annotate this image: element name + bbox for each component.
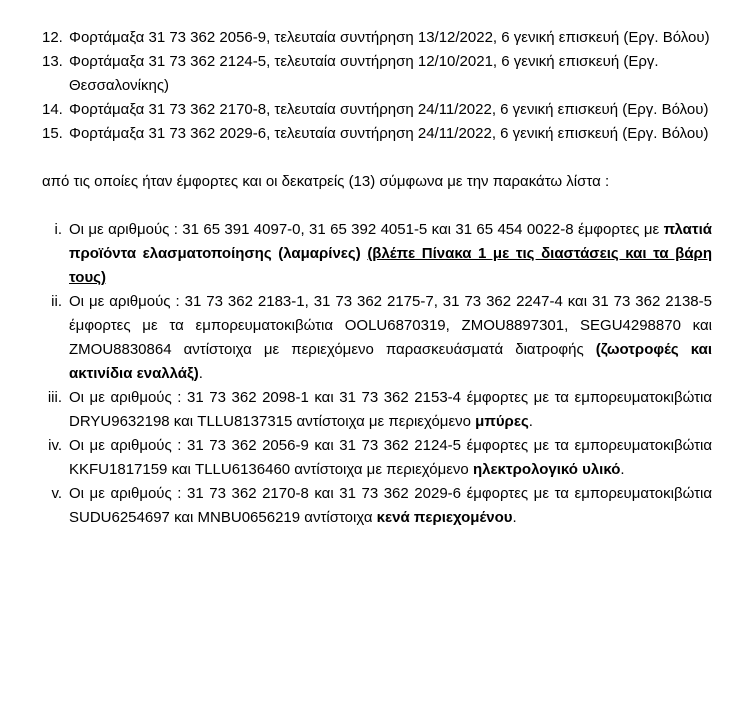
list-item-number: 12. <box>42 29 63 46</box>
list-item <box>42 434 712 482</box>
list-item <box>42 290 712 386</box>
list-item-text: Οι με αριθμούς : 31 73 362 2183-1, 31 73 362 2175-7, 31 73 362 2247-4 και 31 73 362 2138-5 έμφορτες με τα εμπορευματοκιβώτια OOLU6870319, ZMOU8897301, SEGU4298870 και ZMOU8830864 αντίστοιχα με περιεχόμενο παρασκευάσματά διατροφής (ζωοτροφές και ακτινίδια εναλλάξ). <box>69 293 712 382</box>
list-item <box>42 482 712 530</box>
list-item-number: i. <box>54 221 62 238</box>
list-item <box>42 218 712 290</box>
list-item <box>42 122 712 146</box>
list-item-number: ii. <box>51 293 62 310</box>
list-item-text: Οι με αριθμούς : 31 73 362 2098-1 και 31 73 362 2153-4 έμφορτες με τα εμπορευματοκιβώτια DRYU9632198 και TLLU8137315 αντίστοιχα με περιεχόμενο μπύρες. <box>69 389 712 430</box>
cargo-contents-list <box>42 218 712 530</box>
list-item-text: Φορτάμαξα 31 73 362 2056-9, τελευταία συντήρηση 13/12/2022, 6 γενική επισκευή (Εργ. Βόλου) <box>69 29 710 46</box>
list-item <box>42 26 712 50</box>
list-item-number: 15. <box>42 125 63 142</box>
list-item-number: 14. <box>42 101 63 118</box>
list-item-text: Οι με αριθμούς : 31 65 391 4097-0, 31 65 392 4051-5 και 31 65 454 0022-8 έμφορτες με πλατιά προϊόντα ελασματοποίησης (λαμαρίνες) (βλέπε Πίνακα 1 με τις διαστάσεις και τα βάρη τους) <box>69 221 712 286</box>
list-item-text: Φορτάμαξα 31 73 362 2170-8, τελευταία συντήρηση 24/11/2022, 6 γενική επισκευή (Εργ. Βόλου) <box>69 101 709 118</box>
list-item-number: iii. <box>47 389 62 406</box>
list-item <box>42 386 712 434</box>
list-item-text: Οι με αριθμούς : 31 73 362 2170-8 και 31 73 362 2029-6 έμφορτες με τα εμπορευματοκιβώτια SUDU6254697 και MNBU0656219 αντίστοιχα κενά περιεχομένου. <box>69 485 712 526</box>
list-item-number: iv. <box>48 437 62 454</box>
list-item-number: v. <box>51 485 62 502</box>
list-item <box>42 98 712 122</box>
list-item-text: Οι με αριθμούς : 31 73 362 2056-9 και 31 73 362 2124-5 έμφορτες με τα εμπορευματοκιβώτια KKFU1817159 και TLLU6136460 αντίστοιχα με περιεχόμενο ηλεκτρολογικό υλικό. <box>69 437 712 478</box>
list-item-number: 13. <box>42 53 63 70</box>
wagon-maintenance-list <box>42 26 712 146</box>
list-item <box>42 50 712 98</box>
intro-paragraph: από τις οποίες ήταν έμφορτες και οι δεκατρείς (13) σύμφωνα με την παρακάτω λίστα : <box>42 173 610 190</box>
list-item-text: Φορτάμαξα 31 73 362 2124-5, τελευταία συντήρηση 12/10/2021, 6 γενική επισκευή (Εργ. Θεσσαλονίκης) <box>69 53 659 94</box>
list-item-text: Φορτάμαξα 31 73 362 2029-6, τελευταία συντήρηση 24/11/2022, 6 γενική επισκευή (Εργ. Βόλου) <box>69 125 709 142</box>
